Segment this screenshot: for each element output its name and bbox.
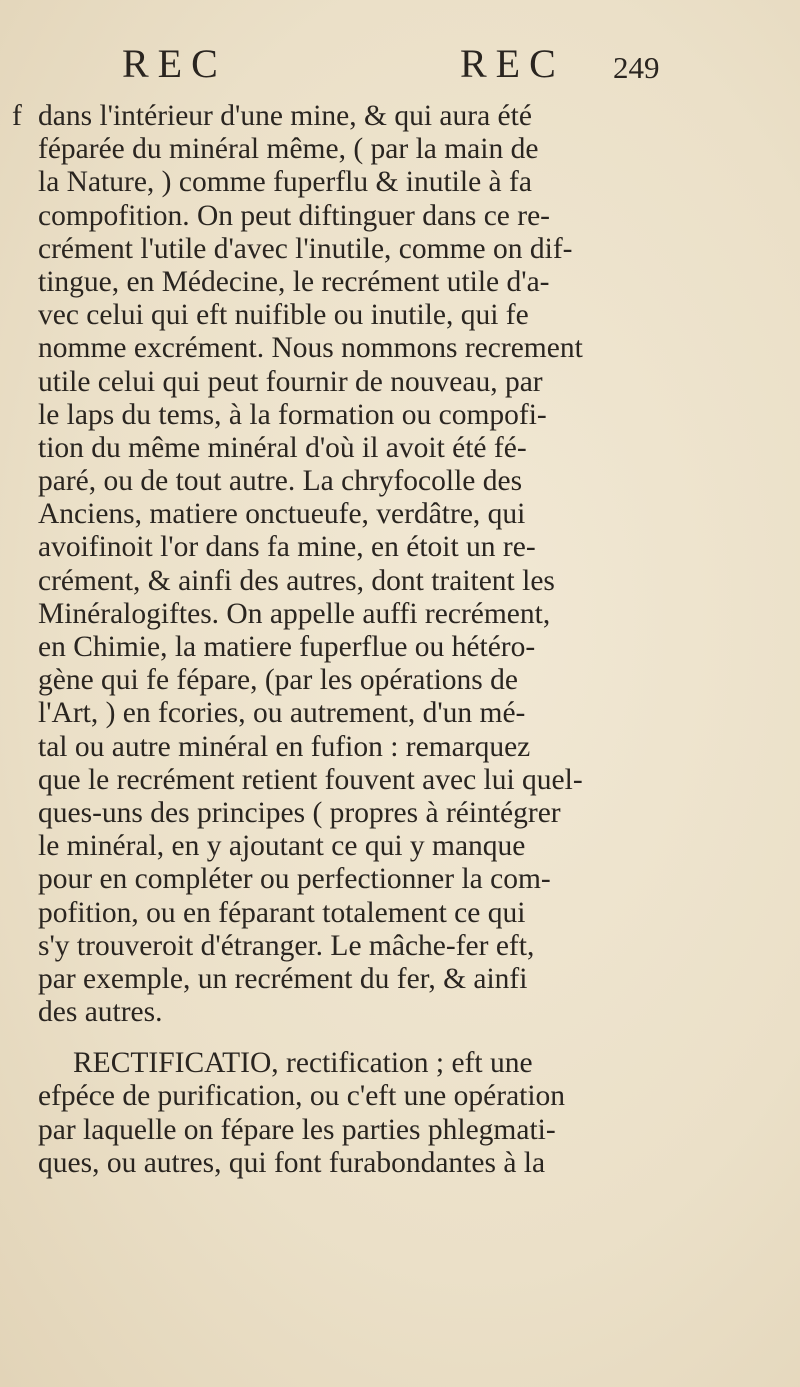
text-line: par exemple, un recrément du fer, & ainfi: [38, 962, 528, 995]
page-number: 249: [613, 50, 660, 85]
body-text: [12, 100, 773, 1180]
header-right-word: REC: [460, 41, 565, 86]
line-text: dans l'intérieur d'une mine, & qui aura été: [38, 100, 532, 132]
header-left-word: REC: [122, 41, 227, 86]
text-line: tion du même minéral d'où il avoit été fé-: [38, 431, 527, 464]
text-line: paré, ou de tout autre. La chryfocolle des: [38, 465, 523, 498]
text-line: en Chimie, la matiere fuperflue ou hétéro-: [38, 631, 536, 663]
text-line: compofition. On peut diftinguer dans ce re-: [38, 199, 551, 232]
text-line: tal ou autre minéral en fufion : remarquez: [38, 730, 531, 763]
text-line: efpéce de purification, ou c'eft une opération: [38, 1080, 566, 1113]
text-line: Anciens, matiere onctueufe, verdâtre, qui: [38, 498, 526, 531]
text-line: s'y trouveroit d'étranger. Le mâche-fer eft,: [38, 929, 535, 962]
text-line: des autres.: [38, 996, 163, 1029]
running-header: [0, 40, 800, 100]
text-line: nomme excrément. Nous nommons recrement: [38, 332, 583, 365]
paragraph-gap: [38, 1029, 773, 1047]
text-line: crément l'utile d'avec l'inutile, comme on dif-: [38, 232, 573, 265]
text-line: tingue, en Médecine, le recrément utile d'a-: [38, 265, 550, 298]
text-line: pour en compléter ou perfectionner la com-: [38, 863, 551, 896]
text-line: le laps du tems, à la formation ou compofi-: [38, 398, 547, 431]
text-line: ques-uns des principes ( propres à réintégrer: [38, 796, 561, 829]
text-line: utile celui qui peut fournir de nouveau, par: [38, 365, 543, 398]
text-line: l'Art, ) en fcories, ou autrement, d'un mé-: [38, 697, 526, 730]
text-line: féparée du minéral même, ( par la main de: [38, 133, 539, 166]
text-line: [12, 100, 773, 133]
text-line: pofition, ou en féparant totalement ce qui: [38, 896, 526, 929]
text-line: gène qui fe fépare, (par les opérations de: [38, 664, 518, 697]
text-line: vec celui qui eft nuifible ou inutile, qui fe: [38, 299, 529, 332]
text-line: ques, ou autres, qui font furabondantes à la: [38, 1146, 546, 1179]
text-line: Minéralogiftes. On appelle auffi recrément,: [38, 597, 551, 630]
text-line: que le recrément retient fouvent avec lui quel-: [38, 763, 583, 796]
margin-mark: f: [12, 100, 22, 132]
text-line: par laquelle on fépare les parties phlegmati-: [38, 1113, 556, 1146]
text-line: crément, & ainfi des autres, dont traitent les: [38, 564, 555, 597]
text-line: le minéral, en y ajoutant ce qui y manque: [38, 830, 526, 863]
text-line: avoifinoit l'or dans fa mine, en étoit un re-: [38, 531, 536, 564]
entry-heading-line: RECTIFICATIO, rectification ; eft une: [73, 1047, 533, 1080]
text-line: la Nature, ) comme fuperflu & inutile à fa: [38, 166, 532, 199]
